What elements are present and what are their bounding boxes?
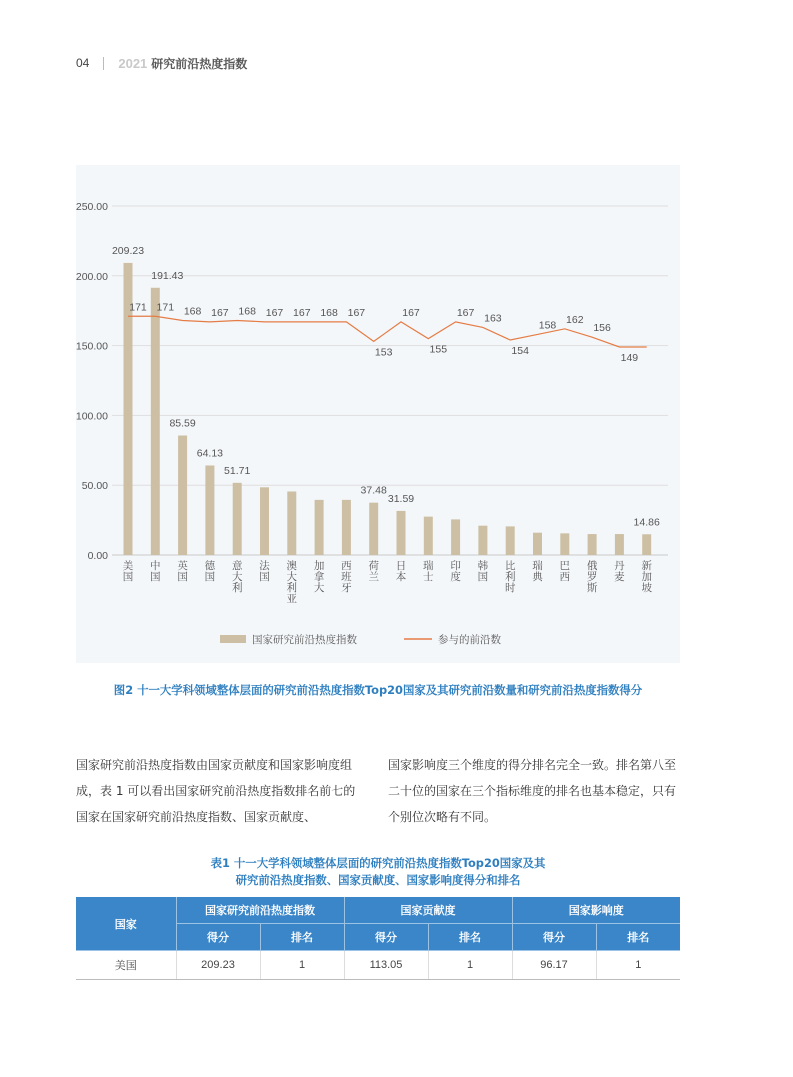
line-data-label: 171 [129, 301, 147, 314]
cell-country: 美国 [76, 951, 176, 980]
header-year: 2021 [118, 55, 148, 71]
x-tick-label: 韩国 [477, 560, 489, 583]
bar [533, 533, 542, 555]
x-tick-label: 德国 [204, 560, 216, 583]
bar [287, 491, 296, 555]
cell-impact-score: 96.17 [512, 951, 596, 980]
line-data-label: 167 [456, 306, 475, 319]
bar [369, 503, 378, 555]
bar [260, 487, 269, 555]
y-tick-label: 150.00 [76, 340, 108, 353]
table-caption-line-2: 研究前沿热度指数、国家贡献度、国家影响度得分和排名 [235, 873, 521, 887]
bar [506, 526, 515, 555]
line-data-label: 167 [293, 306, 311, 319]
bar [642, 534, 651, 555]
bar [205, 465, 214, 555]
header-country: 国家 [76, 897, 176, 951]
y-tick-label: 100.00 [76, 410, 108, 423]
header-contrib-rank: 排名 [428, 924, 512, 951]
x-tick-label: 荷兰 [368, 560, 379, 583]
chart-container [76, 165, 680, 663]
bar [560, 533, 569, 555]
page-header [76, 54, 247, 72]
line-data-label: 167 [265, 306, 284, 319]
header-impact-score: 得分 [512, 924, 596, 951]
bar-data-label: 51.71 [224, 464, 251, 477]
header-group-heat: 国家研究前沿热度指数 [176, 897, 344, 924]
bar [342, 500, 351, 555]
header-title: 研究前沿热度指数 [151, 56, 248, 71]
y-tick-label: 50.00 [81, 480, 108, 493]
header-group-contribution: 国家贡献度 [344, 897, 512, 924]
x-tick-label: 新加坡 [641, 560, 652, 594]
body-paragraph-left: 国家研究前沿热度指数由国家贡献度和国家影响度组成，表 1 可以看出国家研究前沿热度指数排名前七的国家在国家研究前沿热度指数、国家贡献度、 [76, 758, 356, 824]
line-data-label: 155 [429, 343, 448, 356]
bar-data-label: 64.13 [196, 447, 224, 460]
table-caption-line-1: 表1 十一大学科领域整体层面的研究前沿热度指数Top20国家及其 [210, 856, 546, 870]
legend-bar-label: 国家研究前沿热度指数 [252, 634, 357, 646]
bar-data-label: 209.23 [111, 244, 145, 257]
x-tick-label: 法国 [259, 560, 270, 583]
x-tick-label: 美国 [122, 560, 134, 583]
table-caption [76, 855, 680, 889]
bar-data-label: 14.86 [633, 516, 660, 529]
x-tick-label: 意大利 [231, 560, 243, 594]
table-row [76, 951, 680, 980]
bar [178, 436, 187, 555]
y-tick-label: 250.00 [76, 201, 108, 213]
line-data-label: 171 [156, 301, 175, 314]
line-data-label: 167 [402, 306, 420, 319]
y-tick-label: 200.00 [76, 270, 108, 283]
x-tick-label: 中国 [150, 560, 161, 583]
x-tick-label: 巴西 [559, 560, 571, 583]
ranking-table [76, 897, 680, 980]
bar [588, 534, 597, 555]
chart-svg [76, 165, 680, 663]
bar [315, 500, 324, 555]
x-tick-label: 瑞典 [532, 560, 543, 583]
line-data-label: 156 [593, 322, 611, 335]
legend-line-label: 参与的前沿数 [438, 634, 501, 646]
bar [424, 517, 433, 555]
line-data-label: 154 [511, 345, 529, 358]
line-data-label: 167 [211, 306, 229, 319]
x-tick-label: 澳大利亚 [286, 560, 298, 605]
bar-data-label: 37.48 [360, 484, 387, 497]
page-number: 04 [76, 56, 90, 70]
line-data-label: 153 [374, 346, 393, 359]
bar [478, 526, 487, 555]
line-data-label: 168 [238, 305, 256, 318]
cell-contrib-score: 113.05 [344, 951, 428, 980]
bar-data-label: 85.59 [169, 417, 196, 430]
x-tick-label: 丹麦 [614, 560, 625, 583]
header-heat-score: 得分 [176, 924, 260, 951]
cell-impact-rank: 1 [596, 951, 680, 980]
line-data-label: 168 [183, 305, 202, 318]
bar [397, 511, 406, 555]
header-impact-rank: 排名 [596, 924, 680, 951]
legend-bar-swatch [220, 635, 246, 643]
line-data-label: 168 [320, 306, 338, 319]
line-data-label: 149 [620, 351, 639, 364]
x-tick-label: 西班牙 [341, 560, 352, 594]
line-data-label: 167 [347, 306, 366, 319]
y-tick-label: 0.00 [87, 550, 108, 562]
bar [451, 519, 460, 555]
x-tick-label: 加拿大 [313, 560, 325, 594]
x-tick-label: 英国 [177, 560, 188, 583]
header-group-impact: 国家影响度 [512, 897, 680, 924]
body-paragraph-right: 国家影响度三个维度的得分排名完全一致。排名第八至二十位的国家在三个指标维度的排名也基本稳定，只有个别位次略有不同。 [388, 758, 677, 824]
x-tick-label: 印度 [450, 560, 461, 583]
bar-data-label: 31.59 [387, 492, 415, 505]
x-tick-label: 日本 [395, 560, 407, 583]
header-heat-rank: 排名 [260, 924, 344, 951]
x-tick-label: 瑞士 [423, 560, 434, 583]
header-contrib-score: 得分 [344, 924, 428, 951]
line-data-label: 162 [566, 313, 584, 326]
bar [151, 288, 160, 555]
header-divider [103, 57, 104, 70]
cell-contrib-rank: 1 [428, 951, 512, 980]
x-tick-label: 比利时 [504, 560, 516, 594]
figure-caption: 图2 十一大学科领域整体层面的研究前沿热度指数Top20国家及其研究前沿数量和研究前沿热度指数得分 [113, 683, 643, 697]
line-data-label: 163 [484, 312, 502, 325]
bar [615, 534, 624, 555]
bar [233, 483, 242, 555]
x-tick-label: 俄罗斯 [586, 560, 598, 594]
line-data-label: 158 [538, 319, 557, 332]
bar-data-label: 191.43 [151, 269, 184, 282]
cell-heat-rank: 1 [260, 951, 344, 980]
cell-heat-score: 209.23 [176, 951, 260, 980]
